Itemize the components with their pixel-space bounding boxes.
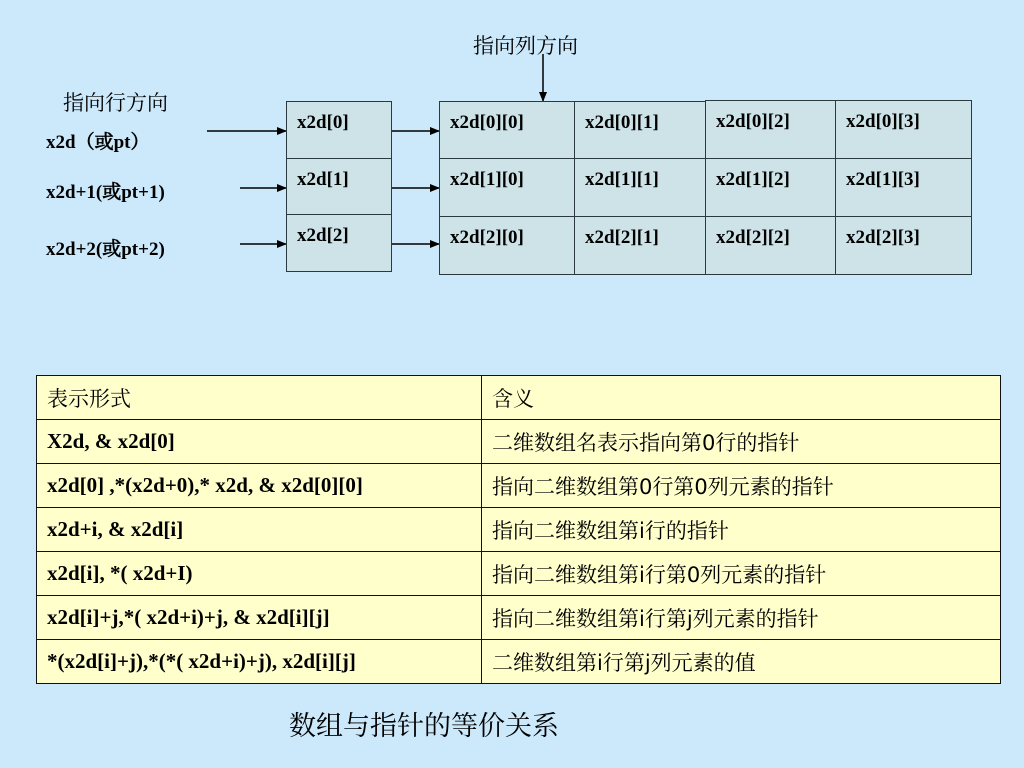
table-cell-form: *(x2d[i]+j),*(*( x2d+i)+j), x2d[i][j] [37,640,482,684]
matrix-cell-1-3: x2d[1][3] [835,158,972,217]
matrix-cell-2-1: x2d[2][1] [574,216,706,275]
matrix-cell-0-1: x2d[0][1] [574,101,706,159]
table-row [37,552,1001,596]
table-cell-meaning: 指向二维数组第i行第j列元素的指针 [482,596,1001,640]
matrix-cell-1-0: x2d[1][0] [439,158,575,217]
matrix-cell-0-3: x2d[0][3] [835,100,972,159]
matrix-cell-1-2: x2d[1][2] [705,158,836,217]
col-direction-label: 指向列方向 [473,34,578,58]
matrix-cell-2-0: x2d[2][0] [439,216,575,275]
table-cell-form: x2d[0] ,*(x2d+0),* x2d, & x2d[0][0] [37,464,482,508]
row-array-cell-2: x2d[2] [286,214,392,272]
table-cell-form: x2d[i], *( x2d+I) [37,552,482,596]
equivalence-table [36,375,1001,684]
table-cell-meaning: 二维数组第i行第j列元素的值 [482,640,1001,684]
table-row [37,420,1001,464]
row-array-cell-0: x2d[0] [286,101,392,159]
table-header-meaning: 含义 [482,376,1001,420]
row-direction-label: 指向行方向 [63,91,168,115]
caption: 数组与指针的等价关系 [289,711,559,742]
row-pointer-label-0: x2d（或pt） [46,132,150,153]
table-header-form: 表示形式 [37,376,482,420]
table-cell-form: x2d[i]+j,*( x2d+i)+j, & x2d[i][j] [37,596,482,640]
matrix-cell-0-0: x2d[0][0] [439,101,575,159]
row-pointer-label-1: x2d+1(或pt+1) [46,182,165,203]
table-cell-meaning: 二维数组名表示指向第0行的指针 [482,420,1001,464]
table-cell-meaning: 指向二维数组第i行第0列元素的指针 [482,552,1001,596]
table-cell-meaning: 指向二维数组第0行第0列元素的指针 [482,464,1001,508]
table-cell-meaning: 指向二维数组第i行的指针 [482,508,1001,552]
matrix-cell-2-3: x2d[2][3] [835,216,972,275]
matrix-cell-0-2: x2d[0][2] [705,100,836,159]
table-row [37,464,1001,508]
table-row [37,508,1001,552]
matrix-cell-1-1: x2d[1][1] [574,158,706,217]
table-row [37,640,1001,684]
row-array-cell-1: x2d[1] [286,158,392,215]
matrix-cell-2-2: x2d[2][2] [705,216,836,275]
table-row [37,596,1001,640]
row-pointer-label-2: x2d+2(或pt+2) [46,239,165,260]
table-cell-form: x2d+i, & x2d[i] [37,508,482,552]
table-cell-form: X2d, & x2d[0] [37,420,482,464]
table-header-row [37,376,1001,420]
